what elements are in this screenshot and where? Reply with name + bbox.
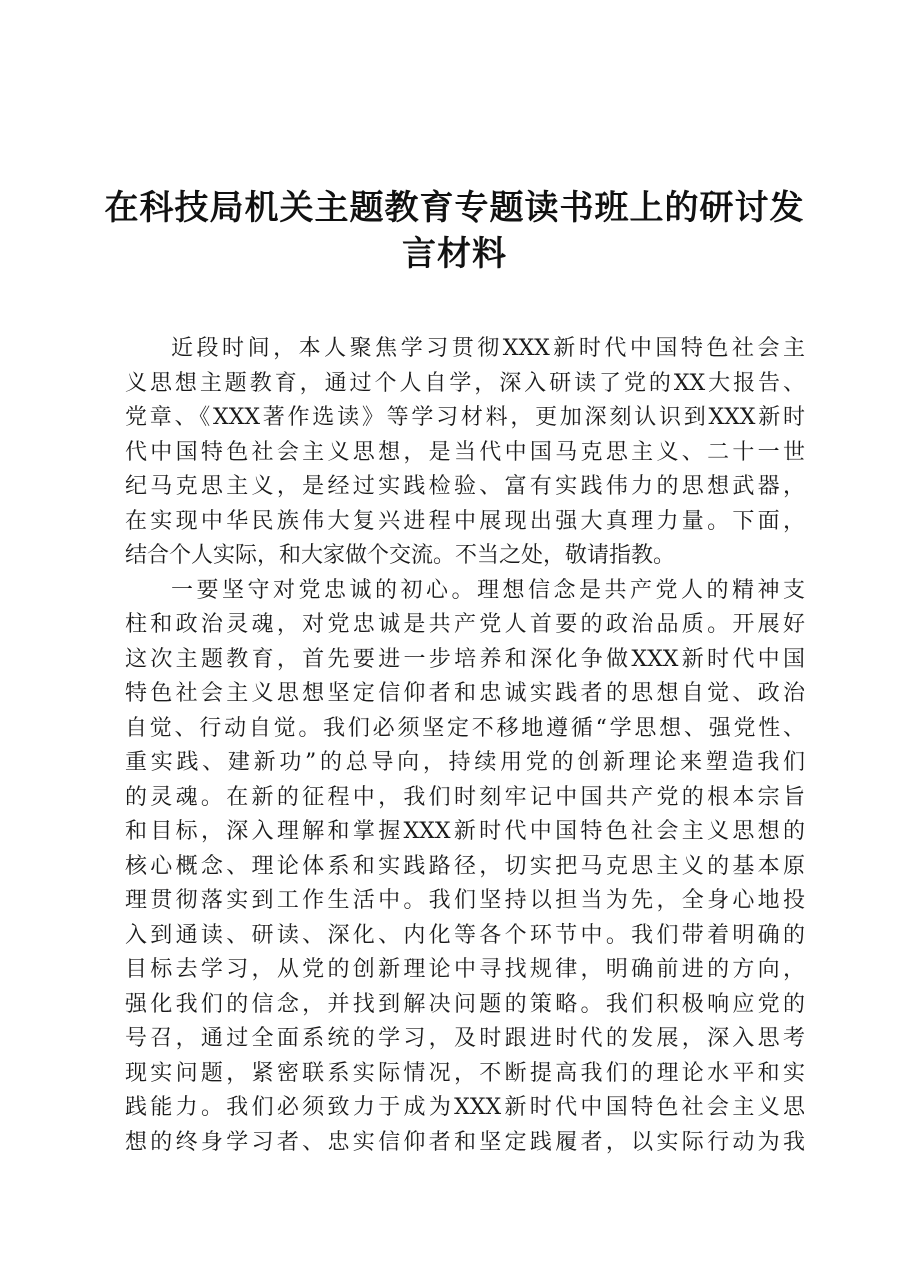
body-text-line: 核心概念、理论体系和实践路径，切实把马克思主义的基本原 (125, 853, 805, 879)
body-text-line: 近段时间，本人聚焦学习贯彻XXX新时代中国特色社会主 (171, 336, 805, 361)
body-text-line: 自觉、行动自觉。我们必须坚定不移地遵循“学思想、强党性、 (125, 715, 805, 741)
body-text-line: 在实现中华民族伟大复兴进程中展现出强大真理力量。下面， (125, 508, 805, 534)
body-text-line: 代中国特色社会主义思想，是当代中国马克思主义、二十一世 (125, 439, 805, 465)
body-text-line: 现实问题，紧密联系实际情况，不断提高我们的理论水平和实 (125, 1060, 805, 1086)
body-text-line: 的灵魂。在新的征程中，我们时刻牢记中国共产党的根本宗旨 (125, 784, 805, 810)
body-text-line: 结合个人实际，和大家做个交流。不当之处，敬请指教。 (125, 543, 676, 568)
body-text-line: 入到通读、研读、深化、内化等各个环节中。我们带着明确的 (125, 922, 805, 948)
body-text-line: 这次主题教育，首先要进一步培养和深化争做XXX新时代中国 (125, 646, 805, 672)
body-text-line: 和目标，深入理解和掌握XXX新时代中国特色社会主义思想的 (125, 819, 805, 844)
body-text-line: 党章、《XXX著作选读》等学习材料，更加深刻认识到XXX新时 (125, 405, 805, 430)
body-text-line: 义思想主题教育，通过个人自学，深入研读了党的XX大报告、 (125, 370, 805, 396)
body-text-line: 一要坚守对党忠诚的初心。理想信念是共产党人的精神支 (171, 577, 805, 603)
document-title-line-1: 在科技局机关主题教育专题读书班上的研讨发 (104, 188, 805, 228)
body-text-line: 纪马克思主义，是经过实践检验、富有实践伟力的思想武器， (125, 474, 805, 499)
document-body (125, 332, 805, 1160)
body-text-line: 践能力。我们必须致力于成为XXX新时代中国特色社会主义思 (125, 1095, 805, 1120)
body-text-line: 想的终身学习者、忠实信仰者和坚定践履者，以实际行动为我 (125, 1129, 805, 1155)
body-text-line: 号召，通过全面系统的学习，及时跟进时代的发展，深入思考 (125, 1026, 805, 1051)
body-text-line: 柱和政治灵魂，对党忠诚是共产党人首要的政治品质。开展好 (125, 612, 805, 637)
document-title-line-2: 言材料 (402, 234, 507, 274)
body-text-line: 重实践、建新功”的总导向，持续用党的创新理论来塑造我们 (125, 750, 805, 775)
body-text-line: 强化我们的信念，并找到解决问题的策略。我们积极响应党的 (125, 991, 805, 1017)
body-text-line: 理贯彻落实到工作生活中。我们坚持以担当为先，全身心地投 (125, 888, 805, 913)
body-text-line: 目标去学习，从党的创新理论中寻找规律，明确前进的方向， (125, 957, 805, 982)
body-text-line: 特色社会主义思想坚定信仰者和忠诚实践者的思想自觉、政治 (125, 681, 805, 706)
